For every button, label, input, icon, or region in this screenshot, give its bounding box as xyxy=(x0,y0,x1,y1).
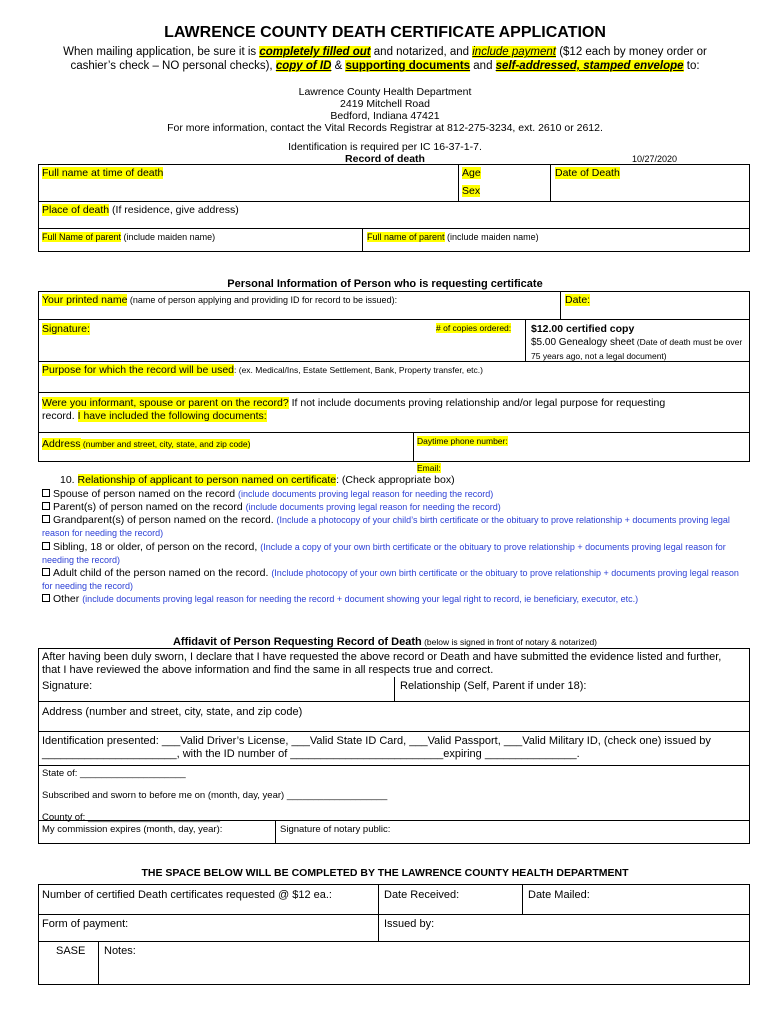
copies-label: # of copies ordered: xyxy=(436,323,512,333)
parent-1-label: Full Name of parent xyxy=(42,232,122,242)
request-date-field[interactable] xyxy=(565,294,590,307)
intro-text: to: xyxy=(683,60,700,72)
divider xyxy=(38,319,750,320)
sex-label: Sex xyxy=(462,185,481,197)
notary-signature-field[interactable]: Signature of notary public: xyxy=(280,824,391,835)
item-number: 10. xyxy=(60,474,78,486)
form-of-payment-field[interactable]: Form of payment: xyxy=(42,918,129,930)
divider xyxy=(38,228,750,229)
affidavit-title: Affidavit of Person Requesting Record of Death xyxy=(172,636,422,648)
option-label: Adult child of the person named on the record. xyxy=(53,567,272,579)
signature-label: Signature: xyxy=(42,323,90,335)
option-note: (Include a copy of your own birth certificate or the obituary to prove relationship + documents proving legal reason for needing the record) xyxy=(42,542,726,565)
relationship-option[interactable] xyxy=(42,541,742,566)
checkbox-icon[interactable] xyxy=(42,542,50,550)
divider xyxy=(38,914,750,915)
address-line-3: Bedford, Indiana 47421 xyxy=(330,110,440,122)
divider xyxy=(362,228,363,252)
number-certificates-field[interactable]: Number of certified Death certificates requested @ $12 ea.: xyxy=(42,889,332,901)
relationship-option[interactable] xyxy=(42,488,742,501)
parent-note: (include maiden name) xyxy=(121,232,216,242)
printed-name-field[interactable] xyxy=(42,294,397,307)
age-label: Age xyxy=(462,167,481,179)
intro-emphasis: supporting documents xyxy=(345,60,471,72)
divider xyxy=(550,164,551,201)
affidavit-relationship-field[interactable]: Relationship (Self, Parent if under 18): xyxy=(400,680,587,692)
address-label: Address xyxy=(42,438,81,450)
address-note: (number and street, city, state, and zip code) xyxy=(80,439,251,449)
option-label: Sibling, 18 or older, of person on the record, xyxy=(53,541,261,553)
checkbox-icon[interactable] xyxy=(42,515,50,523)
sase-field[interactable]: SASE xyxy=(56,945,86,957)
divider xyxy=(38,392,750,393)
id-requirement: Identification is required per IC 16-37-1-7. xyxy=(288,141,482,153)
date-mailed-field[interactable]: Date Mailed: xyxy=(528,889,590,901)
divider xyxy=(98,941,99,985)
full-name-label: Full name at time of death xyxy=(42,167,164,179)
relationship-label: Relationship of applicant to person named on certificate xyxy=(77,474,337,486)
included-docs-label: I have included the following documents: xyxy=(77,409,267,422)
affidavit-note: (below is signed in front of notary & notarized) xyxy=(421,637,598,647)
identification-presented[interactable]: Identification presented: ___Valid Driver’s License, ___Valid State ID Card, ___Valid Passport, ___Valid Military ID, (check one) issued by ______________________, with the ID number of _________________________expiring _______________. xyxy=(42,735,711,760)
divider xyxy=(413,432,414,462)
copies-field[interactable] xyxy=(436,323,511,333)
option-label: Spouse of person named on the record xyxy=(53,488,239,500)
parent-note: (include maiden name) xyxy=(444,232,539,242)
option-label: Other xyxy=(53,593,83,605)
relationship-heading xyxy=(60,474,455,487)
affidavit-address-field[interactable]: Address (number and street, city, state, and zip code) xyxy=(42,706,303,718)
purpose-note: : (ex. Medical/Ins, Estate Settlement, Bank, Property transfer, etc.) xyxy=(234,365,483,375)
affidavit-signature-field[interactable]: Signature: xyxy=(42,680,93,692)
option-note: (Include photocopy of your own birth certificate or the obituary to prove relationship + documents proving legal reason for needing the record) xyxy=(42,568,739,591)
full-name-field[interactable] xyxy=(42,167,163,180)
option-note: (include documents proving legal reason for needing the record + document showing your legal right to record, ie beneficiary, executor, etc.) xyxy=(82,594,639,604)
county-of-field[interactable]: County of: _________________________ xyxy=(42,812,221,823)
sex-field[interactable] xyxy=(462,185,480,198)
certified-copy-price: $12.00 certified copy xyxy=(531,323,635,335)
age-field[interactable] xyxy=(462,167,481,180)
intro-text: & xyxy=(331,60,346,72)
record-heading: Record of death xyxy=(345,153,425,165)
purpose-label: Purpose for which the record will be used xyxy=(42,364,235,376)
relationship-note: : (Check appropriate box) xyxy=(336,474,455,486)
date-received-field[interactable]: Date Received: xyxy=(384,889,460,901)
signature-field[interactable] xyxy=(42,323,90,336)
checkbox-icon[interactable] xyxy=(42,502,50,510)
intro-emphasis: completely filled out xyxy=(259,46,371,58)
email-label: Email: xyxy=(417,463,441,473)
divider xyxy=(38,201,750,202)
divider xyxy=(275,820,276,844)
divider xyxy=(38,701,750,702)
mailing-instructions xyxy=(40,45,730,73)
intro-emphasis: include payment xyxy=(472,46,556,58)
address-line-1: Lawrence County Health Department xyxy=(298,86,472,98)
parent-1-field[interactable] xyxy=(42,232,215,242)
contact-info: For more information, contact the Vital Records Registrar at 812-275-3234, ext. 2610 or 2612. xyxy=(167,122,603,134)
divider xyxy=(458,164,459,201)
requester-box xyxy=(38,291,750,462)
option-note: (include documents proving legal reason for needing the record) xyxy=(245,502,501,512)
state-of-field[interactable]: State of: ____________________ xyxy=(42,768,186,779)
affidavit-heading xyxy=(0,636,770,648)
intro-text: ($12 each by money order or cashier’s check – NO personal checks), xyxy=(70,46,707,72)
printed-name-note: (name of person applying and providing ID for record to be issued): xyxy=(127,295,398,305)
office-heading: THE SPACE BELOW WILL BE COMPLETED BY THE LAWRENCE COUNTY HEALTH DEPARTMENT xyxy=(141,867,629,879)
request-date-label: Date: xyxy=(565,294,591,306)
divider xyxy=(38,731,750,732)
affidavit-text: After having been duly sworn, I declare that I have requested the above record or Death and have submitted the evidence listed and further, that I have reviewed the above information and find the same in all respects true and correct. xyxy=(42,651,722,676)
date-of-death-field[interactable] xyxy=(555,167,620,180)
phone-field[interactable] xyxy=(417,436,508,446)
informant-note: If not include documents proving relationship and/or legal purpose for requesting record. xyxy=(42,397,666,422)
sworn-date-field[interactable]: Subscribed and sworn to before me on (month, day, year) ___________________ xyxy=(42,790,388,801)
divider xyxy=(38,765,750,766)
checkbox-icon[interactable] xyxy=(42,594,50,602)
phone-label: Daytime phone number: xyxy=(417,436,508,446)
parent-2-label: Full name of parent xyxy=(367,232,445,242)
intro-emphasis: copy of ID xyxy=(275,60,332,72)
relationship-option[interactable] xyxy=(42,501,742,514)
divider xyxy=(394,677,395,701)
option-label: Grandparent(s) of person named on the record. xyxy=(53,514,277,526)
relationship-option[interactable] xyxy=(42,593,742,606)
issued-by-field[interactable]: Issued by: xyxy=(384,918,435,930)
genealogy-note: (Date of death must be over 75 years ago, not a legal document) xyxy=(531,337,743,361)
place-of-death-field[interactable] xyxy=(42,204,239,217)
place-note: (If residence, give address) xyxy=(109,204,239,216)
address-field[interactable] xyxy=(42,438,250,451)
intro-text: When mailing application, be sure it is xyxy=(63,46,260,58)
divider xyxy=(378,884,379,941)
form-date: 10/27/2020 xyxy=(632,154,678,164)
divider xyxy=(38,432,750,433)
printed-name-label: Your printed name xyxy=(42,294,128,306)
intro-emphasis: self-addressed, stamped envelope xyxy=(495,60,684,72)
intro-text: and xyxy=(470,60,496,72)
informant-question xyxy=(42,397,682,422)
date-of-death-label: Date of Death xyxy=(555,167,620,179)
option-label: Parent(s) of person named on the record xyxy=(53,501,246,513)
address-line-2: 2419 Mitchell Road xyxy=(340,98,430,110)
checkbox-icon[interactable] xyxy=(42,489,50,497)
requester-heading: Personal Information of Person who is requesting certificate xyxy=(227,278,543,290)
purpose-field[interactable] xyxy=(42,364,483,377)
notes-field[interactable]: Notes: xyxy=(104,945,136,957)
divider xyxy=(525,319,526,361)
checkbox-icon[interactable] xyxy=(42,568,50,576)
divider xyxy=(560,291,561,319)
informant-label: Were you informant, spouse or parent on the record? xyxy=(42,397,289,409)
genealogy-price xyxy=(531,336,746,363)
place-of-death-label: Place of death xyxy=(42,204,110,216)
genealogy-label: $5.00 Genealogy sheet xyxy=(531,337,635,348)
intro-text: and notarized, and xyxy=(370,46,473,58)
commission-expires-field[interactable]: My commission expires (month, day, year): xyxy=(42,824,223,835)
option-note: (Include a photocopy of your child’s birth certificate or the obituary to prove relationship + documents proving legal reason for needing the record) xyxy=(42,515,730,538)
relationship-option[interactable] xyxy=(42,567,742,592)
option-note: (include documents proving legal reason for needing the record) xyxy=(238,489,494,499)
page-title: LAWRENCE COUNTY DEATH CERTIFICATE APPLICATION xyxy=(164,24,606,41)
relationship-option[interactable] xyxy=(42,514,742,539)
email-field[interactable] xyxy=(417,463,441,473)
parent-2-field[interactable] xyxy=(367,232,539,242)
divider xyxy=(38,941,750,942)
divider xyxy=(522,884,523,914)
